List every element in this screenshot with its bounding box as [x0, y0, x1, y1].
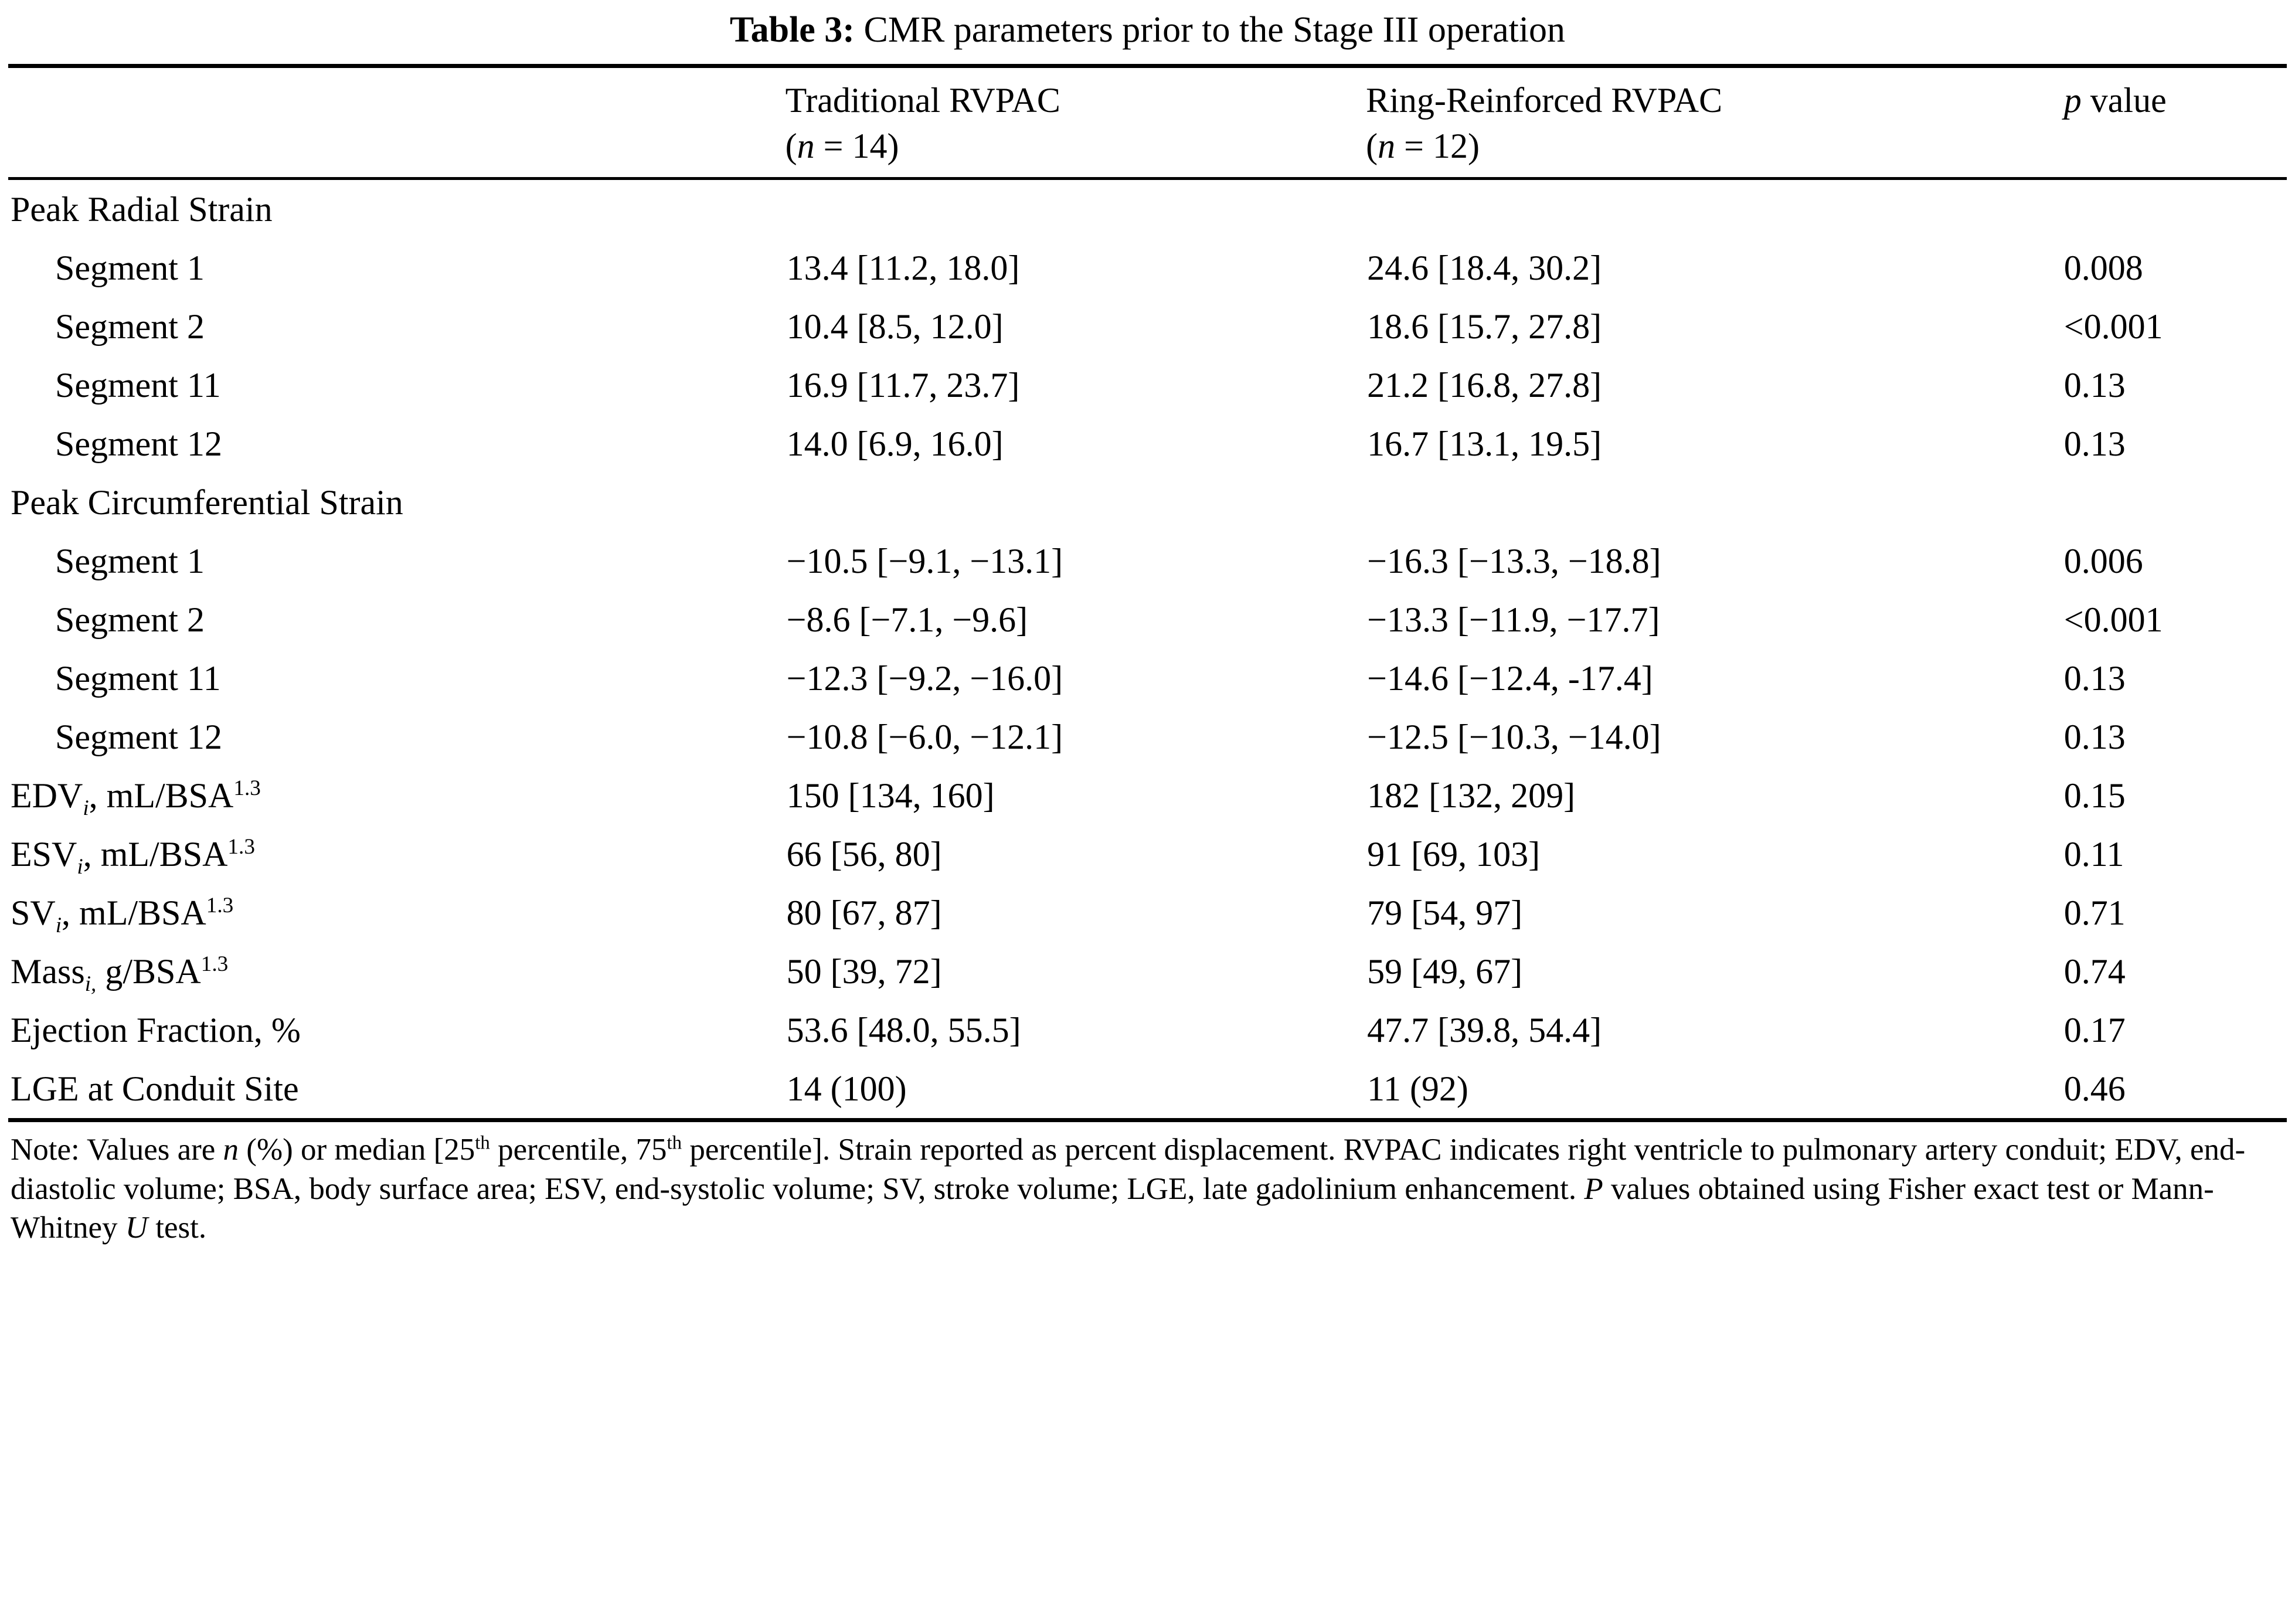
n-value: = 12): [1395, 127, 1480, 166]
table-row: [8, 766, 2287, 825]
cell-traditional: 14 (100): [786, 1059, 1366, 1120]
table-section-row: [8, 473, 2287, 532]
cell-p-value: 0.13: [2063, 366, 2126, 405]
section-label: Peak Radial Strain: [8, 179, 786, 239]
paren-open: (: [1366, 127, 1378, 166]
table-row: [8, 239, 2287, 297]
column-header-ring-line1: Ring-Reinforced RVPAC: [1366, 81, 1723, 120]
row-label: Segment 2: [55, 600, 205, 640]
cell-ring-reinforced: 59 [49, 67]: [1367, 952, 1523, 991]
cell-p-value: 0.46: [2058, 1059, 2287, 1120]
cell-ring-reinforced: 79 [54, 97]: [1367, 893, 1523, 933]
table-row: [8, 1059, 2287, 1120]
row-label: Segment 11: [55, 366, 221, 405]
table-row: [8, 649, 2287, 708]
table-row: [8, 590, 2287, 649]
column-header-traditional-line1: Traditional RVPAC: [785, 81, 1060, 120]
cell-ring-reinforced: −14.6 [−12.4, -17.4]: [1367, 659, 1653, 698]
table-head: [8, 66, 2287, 179]
cell-p-value: 0.008: [2063, 249, 2143, 288]
cell-ring-reinforced: 24.6 [18.4, 30.2]: [1367, 249, 1602, 288]
table-row: [8, 1001, 2287, 1059]
table-header-row: [8, 66, 2287, 179]
cell-p-value: 0.13: [2063, 424, 2126, 464]
cell-traditional: −10.5 [−9.1, −13.1]: [786, 542, 1063, 581]
n-value: = 14): [814, 127, 899, 166]
cell-p-value: 0.15: [2063, 776, 2126, 816]
cell-ring-reinforced: −13.3 [−11.9, −17.7]: [1367, 600, 1660, 640]
row-label: Segment 1: [55, 542, 205, 581]
row-label: Segment 12: [55, 718, 222, 757]
cell-ring-reinforced: 11 (92): [1366, 1059, 2058, 1120]
table-row: [8, 884, 2287, 942]
cell-p-value: 0.11: [2063, 835, 2124, 874]
cell-traditional: −10.8 [−6.0, −12.1]: [786, 718, 1063, 757]
cell-traditional: 10.4 [8.5, 12.0]: [786, 307, 1004, 346]
cell-ring-reinforced: −12.5 [−10.3, −14.0]: [1367, 718, 1661, 757]
cell-ring-reinforced: 47.7 [39.8, 54.4]: [1367, 1011, 1602, 1050]
column-header-ring-reinforced: [1366, 66, 2058, 179]
cell-p-value: 0.006: [2063, 542, 2143, 581]
cell-traditional: 66 [56, 80]: [786, 835, 942, 874]
cell-traditional: 14.0 [6.9, 16.0]: [786, 424, 1004, 464]
p-symbol: p: [2063, 81, 2082, 120]
row-label: Ejection Fraction, %: [11, 1011, 301, 1050]
row-label: Segment 12: [55, 424, 222, 464]
cmr-parameters-table: [8, 64, 2287, 1122]
column-header-ring-line2: [1366, 123, 2058, 169]
row-label: Segment 2: [55, 307, 205, 346]
cell-p-value: <0.001: [2063, 600, 2163, 640]
column-header-p-value: [2058, 66, 2287, 179]
row-label: LGE at Conduit Site: [8, 1059, 786, 1120]
n-symbol: n: [1378, 127, 1396, 166]
cell-traditional: −8.6 [−7.1, −9.6]: [786, 600, 1028, 640]
cell-p-value: 0.17: [2063, 1011, 2126, 1050]
cell-traditional: 150 [134, 160]: [786, 776, 995, 816]
column-header-parameter: [8, 66, 786, 179]
row-label: $SV_i$, $mL/BSA^{1.3}$: [11, 893, 234, 938]
cell-ring-reinforced: 182 [132, 209]: [1367, 776, 1576, 816]
table-caption-label: Table 3:: [729, 10, 855, 50]
row-label: Segment 11: [55, 659, 221, 698]
cell-ring-reinforced: 16.7 [13.1, 19.5]: [1367, 424, 1602, 464]
table-row: [8, 415, 2287, 473]
column-header-traditional-line2: [786, 123, 1366, 169]
cell-p-value: 0.13: [2063, 718, 2126, 757]
n-symbol: n: [797, 127, 815, 166]
cell-traditional: 50 [39, 72]: [786, 952, 942, 991]
row-label: $ESV_i$, $mL/BSA^{1.3}$: [11, 835, 255, 879]
cell-ring-reinforced: 21.2 [16.8, 27.8]: [1367, 366, 1602, 405]
paren-open: (: [785, 127, 797, 166]
row-label: Segment 1: [55, 249, 205, 288]
cell-p-value: 0.71: [2063, 893, 2126, 933]
cell-traditional: 16.9 [11.7, 23.7]: [786, 366, 1020, 405]
cell-ring-reinforced: −16.3 [−13.3, −18.8]: [1367, 542, 1661, 581]
section-empty-cells: [786, 473, 2287, 532]
table-row: [8, 825, 2287, 884]
cell-ring-reinforced: 18.6 [15.7, 27.8]: [1367, 307, 1602, 346]
cell-traditional: 13.4 [11.2, 18.0]: [786, 249, 1020, 288]
column-header-traditional: [786, 66, 1366, 179]
cell-p-value: 0.13: [2063, 659, 2126, 698]
section-label: Peak Circumferential Strain: [11, 483, 403, 522]
cell-traditional: 53.6 [48.0, 55.5]: [786, 1011, 1021, 1050]
table-section-row: [8, 179, 2287, 239]
table-row: [8, 532, 2287, 590]
table-row: [8, 297, 2287, 356]
row-label: $EDV_i$, $mL/BSA^{1.3}$: [11, 776, 261, 821]
cell-p-value: 0.74: [2063, 952, 2126, 991]
table-caption: [8, 9, 2287, 51]
table-caption-text: CMR parameters prior to the Stage III operation: [863, 10, 1566, 50]
cell-traditional: 80 [67, 87]: [786, 893, 942, 933]
table-body: [8, 179, 2287, 1120]
row-label: Mass$_{i,}$ $g/BSA^{1.3}$: [11, 952, 229, 997]
section-empty-cells: [786, 179, 2287, 239]
table-note: Note: Values are n (%) or median [25th percentile, 75th percentile]. Strain reported as percent displacement. RVPAC indicates right ventricle to pulmonary artery conduit; EDV, end-diastolic volume; BSA, body surface area; ESV, end-systolic volume; SV, stroke volume; LGE, late gadolinium enhancement. P values obtained using Fisher exact test or Mann-Whitney U test.: [11, 1132, 2246, 1245]
cell-traditional: −12.3 [−9.2, −16.0]: [786, 659, 1063, 698]
table-row: [8, 356, 2287, 415]
table-row: [8, 942, 2287, 1001]
cell-p-value: <0.001: [2063, 307, 2163, 346]
p-value-word: value: [2081, 81, 2167, 120]
cell-ring-reinforced: 91 [69, 103]: [1367, 835, 1541, 874]
table-row: [8, 708, 2287, 766]
